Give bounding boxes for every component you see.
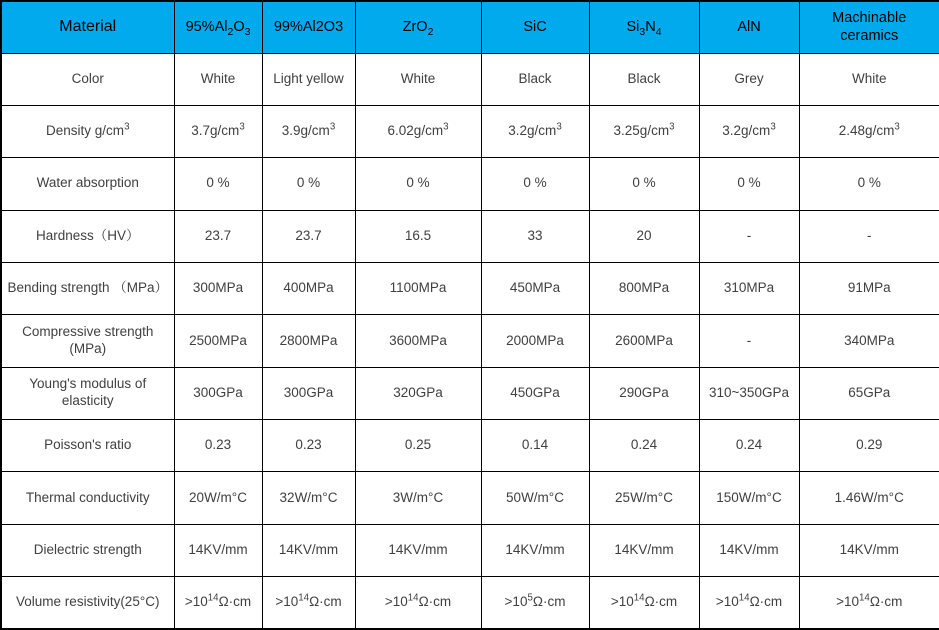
cell-dielectric-strength-zro2: 14KV/mm [355,524,481,576]
cell-volume-resistivity-machinable-ceramics: $>10^{14}\Omega\cdot cm$ [799,577,939,629]
table-row-hardness [1,210,939,262]
cell-thermal-conductivity-machinable-ceramics: 1.46W/m°C [799,472,939,524]
table-row-density [1,105,939,157]
cell-compressive-strength-machinable-ceramics: 340MPa [799,315,939,367]
cell-density-al2o3-99: $3.9g/cm^3$ [262,105,355,157]
cell-density-machinable-ceramics: $2.48g/cm^3$ [799,105,939,157]
cell-color-machinable-ceramics: White [799,53,939,105]
cell-water-absorption-si3n4: 0 % [589,158,699,210]
column-header-material: Material [1,1,174,53]
cell-poissons-ratio-machinable-ceramics: 0.29 [799,420,939,472]
cell-poissons-ratio-zro2: 0.25 [355,420,481,472]
cell-thermal-conductivity-sic: 50W/m°C [481,472,589,524]
row-label-color: Color [1,53,174,105]
cell-dielectric-strength-al2o3-99: 14KV/mm [262,524,355,576]
cell-hardness-al2o3-99: 23.7 [262,210,355,262]
column-header-al2o3-95: $95\%Al_2O_3$ [174,1,262,53]
cell-dielectric-strength-sic: 14KV/mm [481,524,589,576]
row-label-thermal-conductivity: Thermal conductivity [1,472,174,524]
column-header-sic: SiC [481,1,589,53]
cell-dielectric-strength-aln: 14KV/mm [699,524,799,576]
cell-bending-strength-al2o3-95: 300MPa [174,262,262,314]
table-row-color [1,53,939,105]
header-row [1,1,939,53]
row-label-bending-strength: Bending strength （MPa） [1,262,174,314]
cell-compressive-strength-aln: - [699,315,799,367]
table-header [1,1,939,53]
cell-hardness-zro2: 16.5 [355,210,481,262]
row-label-hardness: Hardness（HV） [1,210,174,262]
cell-volume-resistivity-aln: $>10^{14}\Omega\cdot cm$ [699,577,799,629]
table-row-youngs-modulus [1,367,939,419]
cell-water-absorption-al2o3-99: 0 % [262,158,355,210]
cell-volume-resistivity-si3n4: $>10^{14}\Omega\cdot cm$ [589,577,699,629]
cell-dielectric-strength-machinable-ceramics: 14KV/mm [799,524,939,576]
cell-color-sic: Black [481,53,589,105]
table-row-dielectric-strength [1,524,939,576]
cell-volume-resistivity-al2o3-99: $>10^{14}\Omega\cdot cm$ [262,577,355,629]
cell-color-al2o3-99: Light yellow [262,53,355,105]
cell-thermal-conductivity-al2o3-95: 20W/m°C [174,472,262,524]
cell-volume-resistivity-sic: $>10^5\Omega\cdot cm$ [481,577,589,629]
cell-hardness-aln: - [699,210,799,262]
cell-water-absorption-machinable-ceramics: 0 % [799,158,939,210]
cell-youngs-modulus-al2o3-99: 300GPa [262,367,355,419]
cell-color-al2o3-95: White [174,53,262,105]
cell-density-al2o3-95: $3.7g/cm^3$ [174,105,262,157]
cell-poissons-ratio-sic: 0.14 [481,420,589,472]
column-header-zro2: ZrO$_2$ [355,1,481,53]
column-header-aln: AlN [699,1,799,53]
cell-color-si3n4: Black [589,53,699,105]
cell-compressive-strength-al2o3-99: 2800MPa [262,315,355,367]
cell-density-aln: $3.2g/cm^3$ [699,105,799,157]
cell-water-absorption-al2o3-95: 0 % [174,158,262,210]
cell-poissons-ratio-si3n4: 0.24 [589,420,699,472]
column-header-machinable-ceramics: Machinable ceramics [799,1,939,53]
cell-color-zro2: White [355,53,481,105]
row-label-density: Density $g/cm^3$ [1,105,174,157]
cell-youngs-modulus-machinable-ceramics: 65GPa [799,367,939,419]
cell-volume-resistivity-zro2: $>10^{14}\Omega\cdot cm$ [355,577,481,629]
table-row-compressive-strength [1,315,939,367]
cell-hardness-machinable-ceramics: - [799,210,939,262]
cell-dielectric-strength-si3n4: 14KV/mm [589,524,699,576]
cell-density-zro2: $6.02g/cm^3$ [355,105,481,157]
table-row-bending-strength [1,262,939,314]
cell-thermal-conductivity-al2o3-99: 32W/m°C [262,472,355,524]
cell-density-si3n4: $3.25g/cm^3$ [589,105,699,157]
table-body [1,53,939,629]
cell-volume-resistivity-al2o3-95: $>10^{14}\Omega\cdot cm$ [174,577,262,629]
cell-youngs-modulus-sic: 450GPa [481,367,589,419]
cell-water-absorption-aln: 0 % [699,158,799,210]
cell-compressive-strength-al2o3-95: 2500MPa [174,315,262,367]
cell-bending-strength-aln: 310MPa [699,262,799,314]
table-row-poissons-ratio [1,420,939,472]
cell-bending-strength-zro2: 1100MPa [355,262,481,314]
cell-youngs-modulus-si3n4: 290GPa [589,367,699,419]
cell-youngs-modulus-zro2: 320GPa [355,367,481,419]
cell-thermal-conductivity-zro2: 3W/m°C [355,472,481,524]
cell-compressive-strength-sic: 2000MPa [481,315,589,367]
cell-poissons-ratio-al2o3-95: 0.23 [174,420,262,472]
cell-compressive-strength-zro2: 3600MPa [355,315,481,367]
row-label-poissons-ratio: Poisson's ratio [1,420,174,472]
cell-color-aln: Grey [699,53,799,105]
cell-youngs-modulus-aln: 310~350GPa [699,367,799,419]
cell-poissons-ratio-aln: 0.24 [699,420,799,472]
cell-bending-strength-machinable-ceramics: 91MPa [799,262,939,314]
cell-water-absorption-sic: 0 % [481,158,589,210]
cell-thermal-conductivity-si3n4: 25W/m°C [589,472,699,524]
row-label-dielectric-strength: Dielectric strength [1,524,174,576]
table-row-water-absorption [1,158,939,210]
table-row-thermal-conductivity [1,472,939,524]
table-row-volume-resistivity [1,577,939,629]
cell-youngs-modulus-al2o3-95: 300GPa [174,367,262,419]
cell-dielectric-strength-al2o3-95: 14KV/mm [174,524,262,576]
row-label-water-absorption: Water absorption [1,158,174,210]
row-label-youngs-modulus: Young's modulus of elasticity [1,367,174,419]
cell-water-absorption-zro2: 0 % [355,158,481,210]
cell-bending-strength-sic: 450MPa [481,262,589,314]
column-header-al2o3-99: 99%Al2O3 [262,1,355,53]
cell-poissons-ratio-al2o3-99: 0.23 [262,420,355,472]
row-label-volume-resistivity: Volume resistivity(25°C) [1,577,174,629]
cell-hardness-si3n4: 20 [589,210,699,262]
cell-density-sic: $3.2g/cm^3$ [481,105,589,157]
row-label-compressive-strength: Compressive strength (MPa) [1,315,174,367]
cell-hardness-al2o3-95: 23.7 [174,210,262,262]
column-header-si3n4: $Si_3N_4$ [589,1,699,53]
cell-bending-strength-al2o3-99: 400MPa [262,262,355,314]
cell-compressive-strength-si3n4: 2600MPa [589,315,699,367]
cell-hardness-sic: 33 [481,210,589,262]
cell-bending-strength-si3n4: 800MPa [589,262,699,314]
cell-thermal-conductivity-aln: 150W/m°C [699,472,799,524]
